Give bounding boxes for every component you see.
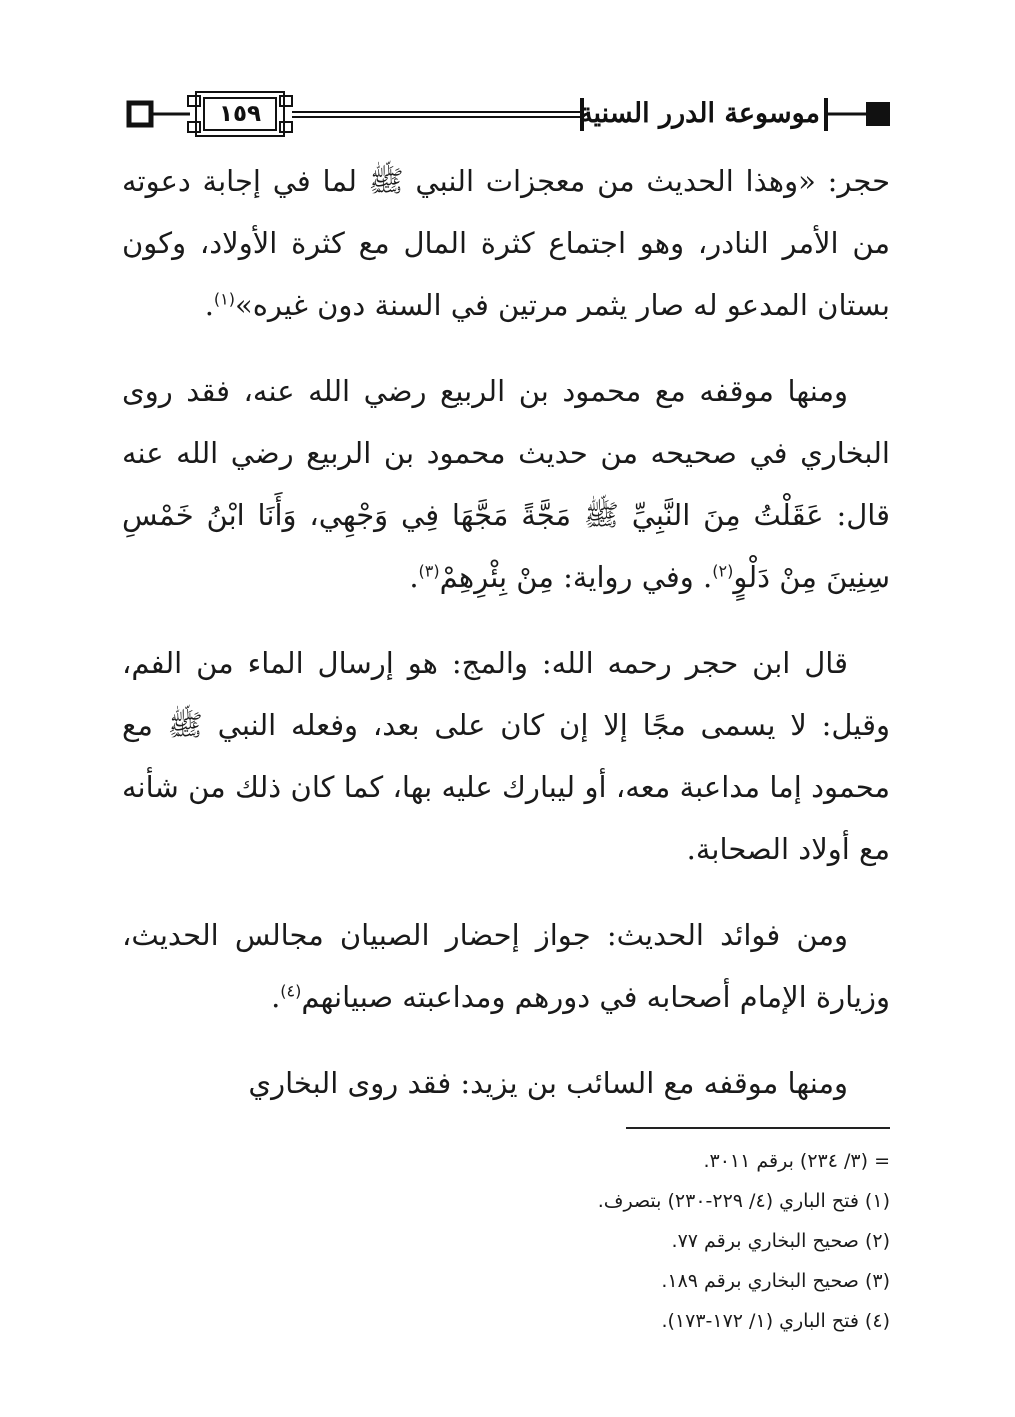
footnote-item: (٢) صحيح البخاري برقم ٧٧.: [671, 1230, 890, 1252]
paragraph-text: ومن فوائد الحديث: جواز إحضار الصبيان مجالس الحديث، وزيارة الإمام أصحابه في دورهم ومداعبته صبيانهم: [122, 918, 890, 1014]
page-header: [0, 0, 1015, 160]
footnote-ref: (٤): [280, 981, 302, 1001]
header-ornament: [0, 0, 1015, 160]
page-number: ١٥٩: [218, 101, 262, 127]
paragraph-text: قال ابن حجر رحمه الله: والمج: هو إرسال الماء من الفم، وقيل: لا يسمى مجًا إلا إن كان على بعد، وفعله النبي ﷺ مع محمود إما مداعبة معه، أو ليبارك عليه بها، كما كان ذلك من شأنه مع أولاد الصحابة.: [122, 646, 890, 866]
footnote-item: (٣) صحيح البخاري برقم ١٨٩.: [661, 1270, 890, 1292]
book-title: موسوعة الدرر السنية: [579, 98, 820, 129]
paragraph: [122, 904, 890, 1028]
paragraph: [122, 360, 890, 608]
paragraph-text: ومنها موقفه مع محمود بن الربيع رضي الله عنه، فقد روى البخاري في صحيحه من حديث محمود بن الربيع رضي الله عنه قال: عَقَلْتُ مِنَ النَّبِيِّ ﷺ مَجَّةً مَجَّهَا فِي وَجْهِي، وَأَنَا ابْنُ خَمْسِ سِنِينَ مِنْ دَلْوٍ: [122, 374, 890, 594]
footnote-ref: (٢): [712, 561, 734, 581]
paragraph-text: حجر: «وهذا الحديث من معجزات النبي ﷺ لما في إجابة دعوته من الأمر النادر، وهو اجتماع كثرة المال مع كثرة الأولاد، وكون بستان المدعو له صار يثمر مرتين في السنة دون غيره»: [122, 164, 890, 322]
footnote-item: (٤) فتح الباري (١/ ١٧٢-١٧٣).: [661, 1310, 890, 1332]
paragraph: [122, 150, 890, 336]
footnote-item: = (٣/ ٢٣٤) برقم ٣٠١١.: [703, 1150, 890, 1172]
footnote-ref: (١): [213, 289, 235, 309]
paragraph: [122, 1052, 890, 1114]
main-text: [122, 150, 890, 1138]
paragraph-text: . وفي رواية: مِنْ بِئْرِهِمْ: [439, 560, 713, 594]
paragraph-tail: .: [204, 288, 214, 322]
footnote-divider: [626, 1127, 890, 1129]
paragraph-tail: .: [409, 560, 419, 594]
paragraph: [122, 632, 890, 880]
footnote-ref: (٣): [418, 561, 440, 581]
footnote-item: (١) فتح الباري (٤/ ٢٢٩-٢٣٠) بتصرف.: [597, 1190, 890, 1212]
paragraph-tail: .: [271, 980, 281, 1014]
paragraph-text: ومنها موقفه مع السائب بن يزيد: فقد روى البخاري: [248, 1066, 848, 1100]
footnotes: [122, 1141, 890, 1341]
